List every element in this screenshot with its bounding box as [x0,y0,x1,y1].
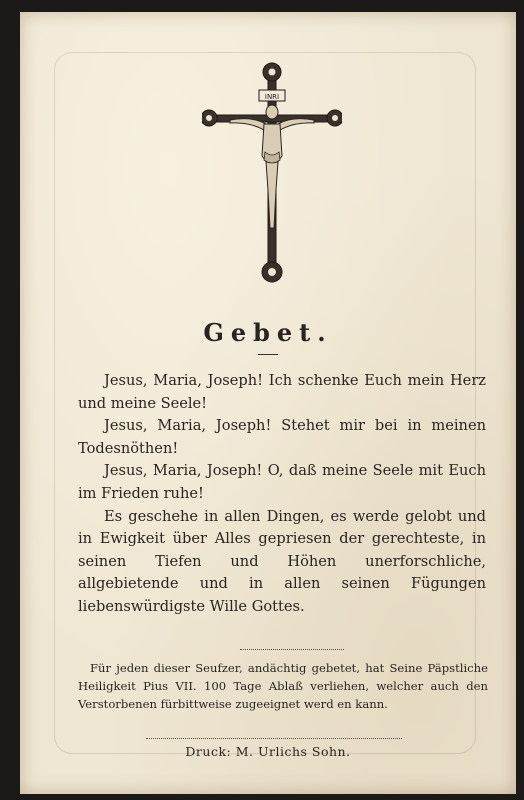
inri-label: INRI [264,93,280,101]
printer-credit: Druck: M. Urlichs Sohn. [185,744,351,759]
prayer-title: Gebet. [203,318,333,347]
title-rule [258,354,278,355]
prayer-paragraph: Jesus, Maria, Joseph! Ich schenke Euch mein Herz und meine Seele! [78,372,486,412]
prayer-paragraph: Jesus, Maria, Joseph! Stehet mir bei in meinen Todesnöthen! [78,417,486,457]
indulgence-text: Für jeden dieser Seufzer, andächtig gebetet, hat Seine Päpstliche Heiligkeit Pius VII. 100 Tage Ablaß verliehen, welcher auch den Verstorbenen fürbittweise zugeeignet werd en kann. [78,661,488,711]
dotted-separator [240,649,344,650]
memorial-card [20,12,516,794]
prayer-paragraph: Jesus, Maria, Joseph! O, daß meine Seele mit Euch im Frieden ruhe! [78,462,486,502]
indulgence-note [78,659,488,713]
dotted-separator [146,738,402,739]
prayer-paragraph: Es geschehe in allen Dingen, es werde gelobt und in Ewigkeit über Alles gepriesen der gerechteste, in seinen Tiefen und Höhen unerforschliche, allgebietende und in allen seinen Fügungen liebenswürdigste Wille Gottes. [78,507,486,615]
prayer-body [78,370,486,619]
crucifix-icon [202,60,342,286]
